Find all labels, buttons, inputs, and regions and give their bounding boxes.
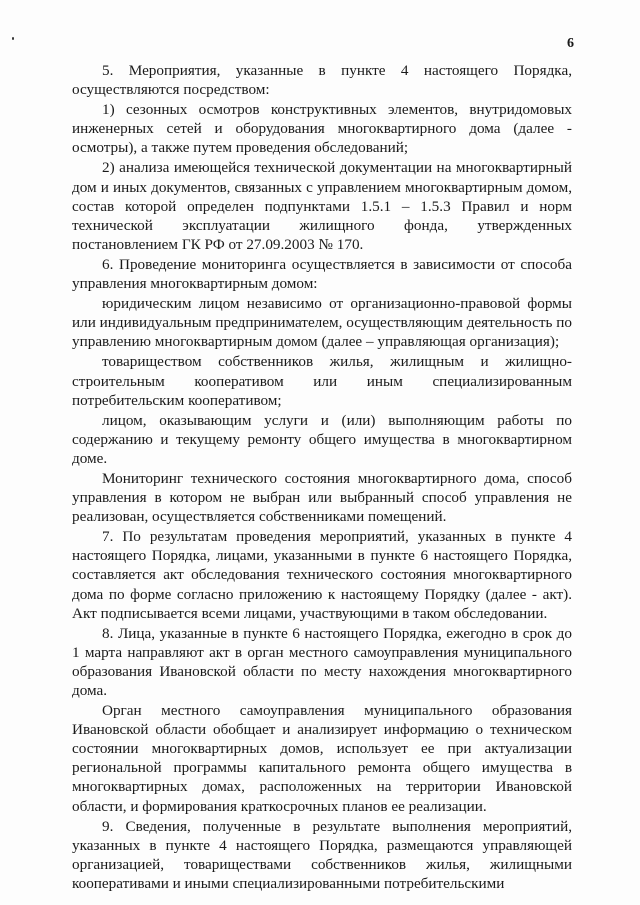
paragraph-8: 8. Лица, указанные в пункте 6 настоящего Порядка, ежегодно в срок до 1 марта направляют акт в орган местного самоуправления муниципального образования Ивановской области по месту нахождения многоквартирного дома. bbox=[72, 624, 572, 699]
paragraph-6-option-1: юридическим лицом независимо от организационно-правовой формы или индивидуальным предпринимателем, осуществляющим деятельность по управлению многоквартирным домом (далее – управляющая организация); bbox=[72, 295, 572, 351]
document-body bbox=[72, 61, 572, 894]
scan-speck bbox=[12, 37, 14, 40]
paragraph-8-continuation: Орган местного самоуправления муниципального образования Ивановской области обобщает и анализирует информацию о техническом состоянии многоквартирных домов, использует ее при актуализации региональной программы капитального ремонта общего имущества в многоквартирных домах, расположенных на территории Ивановской области, и формирования краткосрочных планов ее реализации. bbox=[72, 702, 572, 815]
page-number: 6 bbox=[567, 36, 574, 51]
paragraph-6-note: Мониторинг технического состояния многоквартирного дома, способ управления в котором не выбран или выбранный способ управления не реализован, осуществляется собственниками помещений. bbox=[72, 469, 572, 526]
paragraph-5: 5. Мероприятия, указанные в пункте 4 настоящего Порядка, осуществляются посредством: bbox=[72, 62, 572, 99]
paragraph-6: 6. Проведение мониторинга осуществляется в зависимости от способа управления многоквартирным домом: bbox=[72, 255, 572, 293]
paragraph-9: 9. Сведения, полученные в результате выполнения мероприятий, указанных в пункте 4 настоящего Порядка, размещаются управляющей организацией, товариществами собственников жилья, жилищными кооперативами и иными специализированными потребительскими bbox=[72, 817, 572, 892]
paragraph-6-option-2: товариществом собственников жилья, жилищным и жилищно-строительным кооперативом или иным специализированным потребительским кооперативом; bbox=[72, 353, 572, 409]
paragraph-6-option-3: лицом, оказывающим услуги и (или) выполняющим работы по содержанию и текущему ремонту общего имущества в многоквартирном доме. bbox=[72, 411, 572, 467]
paragraph-7: 7. По результатам проведения мероприятий, указанных в пункте 4 настоящего Порядка, лицами, указанными в пункте 6 настоящего Порядка, составляется акт обследования технического состояния многоквартирного дома по форме согласно приложению к настоящему Порядку (далее - акт). Акт подписывается всеми лицами, участвующими в таком обследовании. bbox=[72, 528, 572, 622]
paragraph-5-item-1: 1) сезонных осмотров конструктивных элементов, внутридомовых инженерных сетей и оборудования многоквартирного дома (далее - осмотры), а также путем проведения обследований; bbox=[72, 101, 572, 157]
paragraph-5-item-2: 2) анализа имеющейся технической документации на многоквартирный дом и иных документов, связанных с управлением многоквартирным домом, состав которой определен подпунктами 1.5.1 – 1.5.3 Правил и норм технической эксплуатации жилищного фонда, утвержденных постановлением ГК РФ от 27.09.2003 № 170. bbox=[72, 159, 572, 253]
